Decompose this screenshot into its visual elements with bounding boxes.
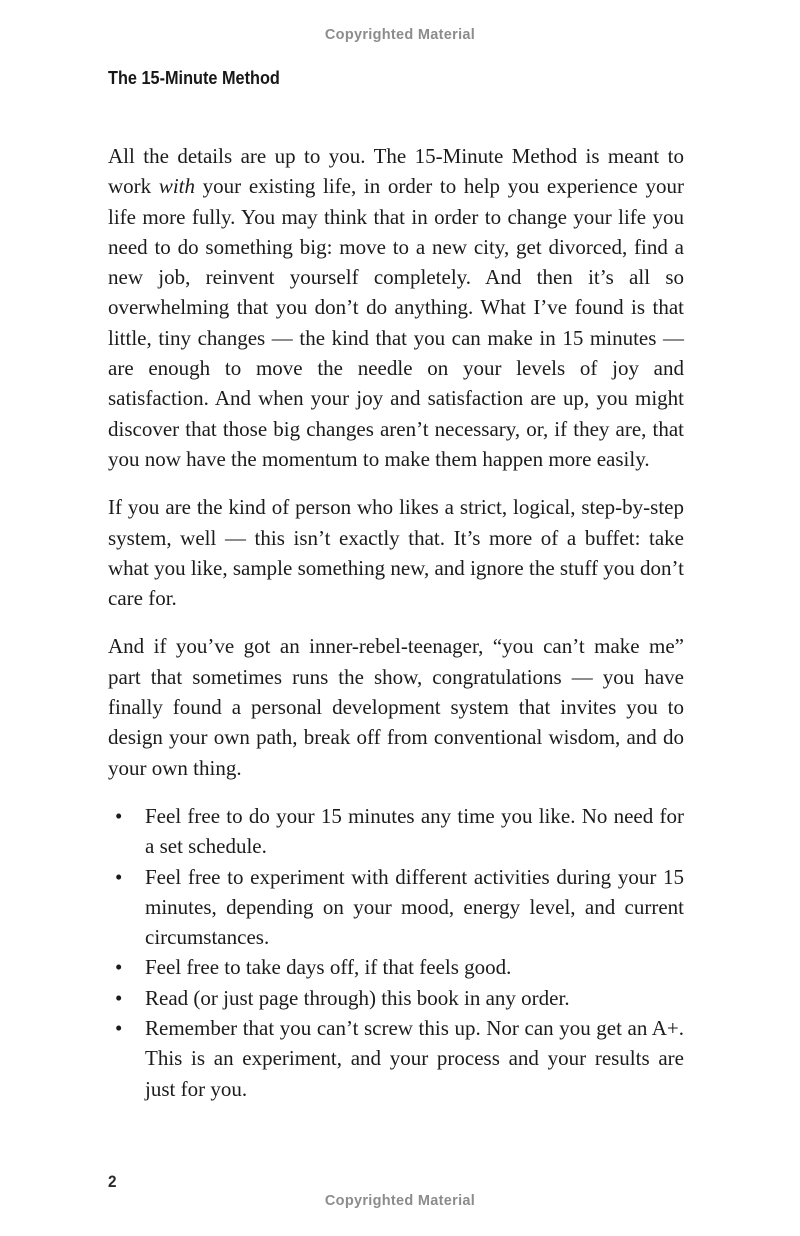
copyright-notice-top: Copyrighted Material [324, 27, 476, 43]
paragraph-1-text-after: your existing life, in order to help you experience your life more fully. You may think that in order to change your life you need to do something big: move to a new city, get divorced, find a new job, reinvent yourself completely. And then it’s all so overwhelming that you don’t do anything. What I’ve found is that little, tiny changes — the kind that you can make in 15 minutes — are enough to move the needle on your levels of joy and satisfaction. And when your joy and satisfaction are up, you might discover that those big changes aren’t necessary, or, if they are, that you now have the momentum to make them happen more easily. [108, 174, 684, 471]
bullet-item-text: Remember that you can’t screw this up. Nor can you get an A+. This is an experiment, and your process and your results are just for you. [145, 1016, 684, 1101]
page-number: 2 [108, 1172, 117, 1191]
bullet-item-text: Feel free to do your 15 minutes any time you like. No need for a set schedule. [145, 803, 684, 859]
bullet-icon: • [115, 985, 123, 1010]
body-paragraph-2: If you are the kind of person who likes a strict, logical, step-by-step system, well — this isn’t exactly that. It’s more of a buffet: take what you like, sample something new, and ignore the stuff you don’t care for. [108, 495, 684, 611]
paragraph-1-text-before: All the details are up to you. The 15-Minute Method is meant to work [108, 144, 684, 199]
bullet-icon: • [115, 955, 123, 980]
running-header-title: The 15-Minute Method [108, 67, 280, 88]
copyright-notice-bottom: Copyrighted Material [324, 1193, 476, 1209]
bullet-item [108, 1013, 684, 1104]
paragraph-1-italic-word: with [158, 174, 196, 199]
bullet-item [108, 952, 684, 982]
body-paragraph-3: And if you’ve got an inner-rebel-teenager, “you can’t make me” part that sometimes runs the show, congratulations — you have finally found a personal development system that invites you to design your own path, break off from conventional wisdom, and do your own thing. [108, 634, 684, 780]
body-text-block [108, 141, 684, 1104]
bullet-item [108, 801, 684, 862]
bullet-icon: • [115, 1016, 123, 1041]
body-paragraph-1 [108, 141, 684, 474]
bullet-item-text: Read (or just page through) this book in any order. [145, 985, 570, 1010]
bullet-item-text: Feel free to experiment with different activities during your 15 minutes, depending on your mood, energy level, and current circumstances. [145, 864, 684, 950]
bullet-icon: • [115, 864, 123, 889]
bullet-icon: • [115, 803, 123, 828]
bullet-item [108, 862, 684, 953]
bullet-item-text: Feel free to take days off, if that feels good. [145, 955, 512, 980]
bullet-item [108, 983, 684, 1013]
bullet-list [108, 801, 684, 1104]
